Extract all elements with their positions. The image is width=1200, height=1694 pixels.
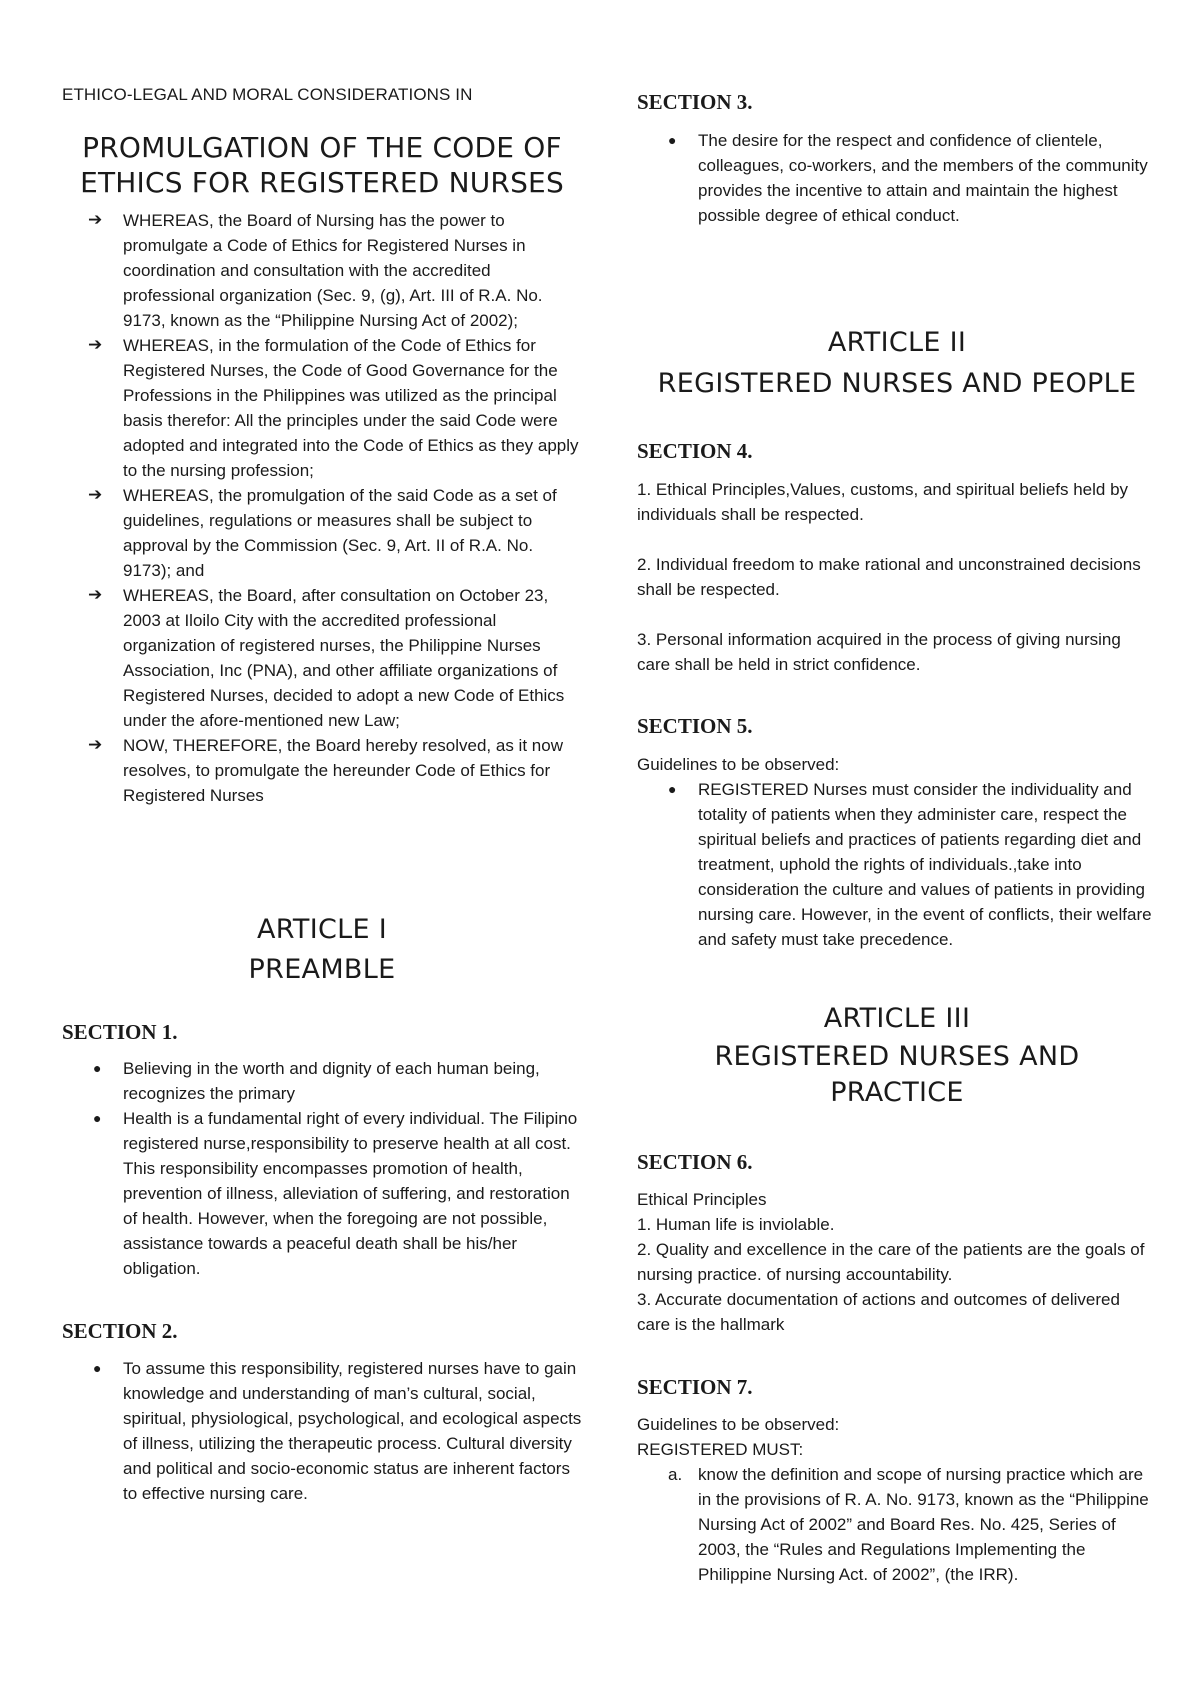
section-6-heading: SECTION 6. bbox=[637, 1150, 753, 1174]
section-1-list bbox=[62, 1056, 582, 1281]
document-title-line2: ETHICS FOR REGISTERED NURSES bbox=[80, 166, 564, 199]
bullet-icon: ● bbox=[668, 781, 677, 797]
list-item: ● Health is a fundamental right of every individual. The Filipino registered nurse,responsibility to preserve health at all cost. This responsibility encompasses promotion of health, prevention of illness, alleviation of suffering, and restoration of health. However, when the foregoing are not possible, assistance towards a peaceful death shall be his/her obligation. bbox=[62, 1106, 582, 1281]
arrow-right-icon: ➔ bbox=[88, 335, 103, 355]
document-title-line1: PROMULGATION OF THE CODE OF bbox=[82, 131, 562, 164]
article-3-title-line1: REGISTERED NURSES AND bbox=[714, 1041, 1080, 1072]
list-marker: a. bbox=[668, 1465, 683, 1484]
section-3-list bbox=[637, 128, 1157, 228]
section-4-item: 3. Personal information acquired in the process of giving nursing care shall be held in strict confidence. bbox=[637, 630, 1121, 674]
article-3-number: ARTICLE III bbox=[823, 1003, 971, 1034]
whereas-item: ➔ WHEREAS, in the formulation of the Code of Ethics for Registered Nurses, the Code of Good Governance for the Professions in the Philippines was utilized as the principal basis therefor: All the principles under the said Code were adopted and integrated into the Code of Ethics as they apply to the nursing profession; bbox=[88, 335, 579, 480]
document-title bbox=[62, 130, 582, 200]
section-5-heading: SECTION 5. bbox=[637, 714, 753, 738]
article-2-number: ARTICLE II bbox=[827, 327, 967, 358]
whereas-item: ➔ WHEREAS, the Board, after consultation on October 23, 2003 at Iloilo City with the accredited professional organization of registered nurses, the Philippine Nurses Association, Inc (PNA), and other affiliate organizations of Registered Nurses, decided to adopt a new Code of Ethics under the afore-mentioned new Law; bbox=[88, 585, 565, 730]
right-column bbox=[637, 0, 1157, 1694]
article-1-number: ARTICLE I bbox=[257, 914, 387, 945]
whereas-item: ➔ NOW, THEREFORE, the Board hereby resolved, as it now resolves, to promulgate the hereunder Code of Ethics for Registered Nurses bbox=[88, 735, 563, 805]
section-7-intro: Guidelines to be observed: bbox=[637, 1415, 840, 1434]
arrow-right-icon: ➔ bbox=[88, 585, 103, 605]
section-2-heading: SECTION 2. bbox=[62, 1319, 178, 1343]
article-1-heading bbox=[62, 910, 582, 990]
bullet-icon: ● bbox=[93, 1360, 102, 1376]
arrow-right-icon: ➔ bbox=[88, 210, 103, 230]
arrow-right-icon: ➔ bbox=[88, 485, 103, 505]
left-column bbox=[62, 0, 582, 1694]
document-kicker: ETHICO-LEGAL AND MORAL CONSIDERATIONS IN bbox=[62, 85, 473, 104]
bullet-icon: ● bbox=[668, 132, 677, 148]
article-2-title: REGISTERED NURSES AND PEOPLE bbox=[657, 368, 1137, 399]
section-3-heading: SECTION 3. bbox=[637, 90, 753, 114]
article-3-title-line2: PRACTICE bbox=[830, 1077, 964, 1108]
section-7-subintro: REGISTERED MUST: bbox=[637, 1440, 804, 1459]
article-3-heading bbox=[617, 999, 1177, 1111]
arrow-right-icon: ➔ bbox=[88, 735, 103, 755]
section-2-list bbox=[62, 1356, 582, 1506]
section-6-line: 2. Quality and excellence in the care of the patients are the goals of nursing practice. of nursing accountability. bbox=[637, 1240, 1145, 1284]
section-4-item: 1. Ethical Principles,Values, customs, and spiritual beliefs held by individuals shall be respected. bbox=[637, 480, 1129, 524]
section-5-intro: Guidelines to be observed: bbox=[637, 755, 840, 774]
article-1-title: PREAMBLE bbox=[248, 954, 396, 985]
list-item: ● To assume this responsibility, registered nurses have to gain knowledge and understanding of man’s cultural, social, spiritual, physiological, psychological, and ecological aspects of illness, utilizing the therapeutic process. Cultural diversity and political and socio-economic status are inherent factors to effective nursing care. bbox=[62, 1356, 582, 1506]
section-4-heading: SECTION 4. bbox=[637, 439, 753, 463]
article-2-heading bbox=[617, 322, 1177, 404]
list-item: ● The desire for the respect and confidence of clientele, colleagues, co-workers, and the members of the community provides the incentive to attain and maintain the highest possible degree of ethical conduct. bbox=[637, 128, 1157, 228]
section-7-list bbox=[637, 1462, 1157, 1587]
section-5-list bbox=[637, 777, 1157, 952]
whereas-item: ➔ WHEREAS, the Board of Nursing has the power to promulgate a Code of Ethics for Registered Nurses in coordination and consultation with the accredited professional organization (Sec. 9, (g), Art. III of R.A. No. 9173, known as the “Philippine Nursing Act of 2002); bbox=[88, 210, 543, 330]
whereas-item: ➔ WHEREAS, the promulgation of the said Code as a set of guidelines, regulations or measures shall be subject to approval by the Commission (Sec. 9, Art. II of R.A. No. 9173); and bbox=[88, 485, 557, 580]
section-1-heading: SECTION 1. bbox=[62, 1020, 178, 1044]
section-7-heading: SECTION 7. bbox=[637, 1375, 753, 1399]
bullet-icon: ● bbox=[93, 1060, 102, 1076]
whereas-list bbox=[62, 208, 582, 808]
section-6-line: 3. Accurate documentation of actions and outcomes of delivered care is the hallmark bbox=[637, 1290, 1120, 1334]
list-item: ● Believing in the worth and dignity of each human being, recognizes the primary bbox=[62, 1056, 582, 1106]
list-item: a. know the definition and scope of nursing practice which are in the provisions of R. A. No. 9173, known as the “Philippine Nursing Act of 2002” and Board Res. No. 425, Series of 2003, the “Rules and Regulations Implementing the Philippine Nursing Act. of 2002”, (the IRR). bbox=[637, 1462, 1157, 1587]
section-6-line: Ethical Principles bbox=[637, 1190, 767, 1209]
bullet-icon: ● bbox=[93, 1110, 102, 1126]
section-4-item: 2. Individual freedom to make rational and unconstrained decisions shall be respected. bbox=[637, 555, 1141, 599]
list-item: ● REGISTERED Nurses must consider the individuality and totality of patients when they administer care, respect the spiritual beliefs and practices of patients regarding diet and treatment, uphold the rights of individuals.,take into consideration the culture and values of patients in providing nursing care. However, in the event of conflicts, their welfare and safety must take precedence. bbox=[637, 777, 1157, 952]
section-6-line: 1. Human life is inviolable. bbox=[637, 1215, 835, 1234]
